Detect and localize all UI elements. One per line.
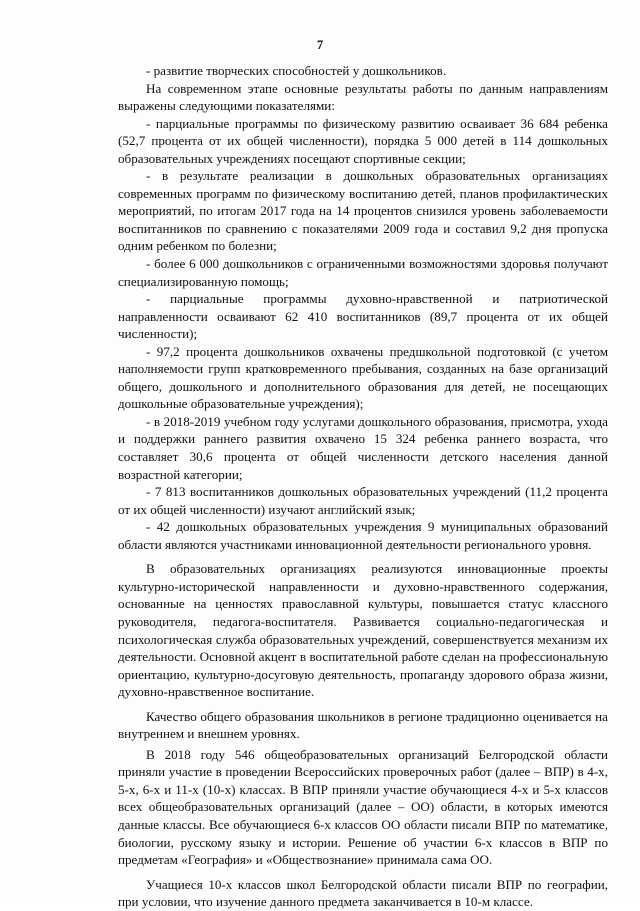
paragraph-vpr-2018: В 2018 году 546 общеобразовательных организаций Белгородской области приняли участие в проведении Всероссийских проверочных работ (далее – ВПР) в 4-х, 5-х, 6-х и 11-х (10-х) классах. В ВПР приняли участие обучающиеся 4-х и 5-х классов всех общеобразовательных организаций (далее – ОО) области, в которых имеются данные классы. Все обучающиеся 6-х классов ОО области писали ВПР по математике, биологии, русскому языку и истории. Решение об участии 6-х классов в ВПР по предметам «География» и «Обществознание» принимала сама ОО.: [118, 746, 608, 868]
paragraph-indicators-intro: На современном этапе основные результаты работы по данным направлениям выражены следующими показателями:: [118, 80, 608, 114]
paragraph-physical-programs: - парциальные программы по физическому развитию осваивает 36 684 ребенка (52,7 процента от их общей численности), порядка 5 000 детей в 114 дошкольных образовательных учреждениях посещают спортивные секции;: [118, 115, 608, 166]
paragraph-preschool-preparation: - 97,2 процента дошкольников охвачены предшкольной подготовкой (с учетом наполняемости групп кратковременного пребывания, созданных на базе организаций общего, дошкольного и дополнительного образования для детей, не посещающих дошкольные образовательные учреждения);: [118, 343, 608, 412]
paragraph-educational-projects: В образовательных организациях реализуются инновационные проекты культурно-исторической направленности и духовно-нравственного содержания, основанные на ценностях православной культуры, повышается статус классного руководителя, педагога-воспитателя. Развивается социально-педагогическая и психологическая служба образовательных учреждений, совершенствуется механизм их деятельности. Основной акцент в воспитательной работе сделан на профессиональную ориентацию, культурно-досуговую деятельность, пропаганду здорового образа жизни, духовно-нравственное воспитание.: [118, 561, 608, 700]
paragraph-english: - 7 813 воспитанников дошкольных образовательных учреждений (11,2 процента от их общей численности) изучают английский язык;: [118, 484, 608, 517]
paragraph-patriotic-programs: - парциальные программы духовно-нравственной и патриотической направленности осваивают 62 410 воспитанников (89,7 процента от их общей численности);: [118, 291, 608, 342]
paragraph-quality-assessment: Качество общего образования школьников в регионе традиционно оценивается на внутреннем и внешнем уровнях.: [118, 708, 608, 742]
paragraph-morbidity: - в результате реализации в дошкольных образовательных организациях современных программ по физическому воспитанию детей, планов профилактических мероприятий, по итогам 2017 года на 14 процентов снизился уровень заболеваемости воспитанников по сравнению с показателями 2009 года и составил 9,2 дня пропуска одним ребенком по болезни;: [118, 168, 608, 254]
paragraph-creative-abilities: - развитие творческих способностей у дошкольников.: [146, 63, 447, 78]
paragraph-innovation: - 42 дошкольных образовательных учреждения 9 муниципальных образований области являются участниками инновационной деятельности регионального уровня.: [118, 519, 608, 552]
paragraph-special-needs: - более 6 000 дошкольников с ограниченными возможностями здоровья получают специализированную помощь;: [118, 256, 608, 289]
paragraph-vpr-grade-10: Учащиеся 10-х классов школ Белгородской области писали ВПР по географии, при условии, что изучение данного предмета заканчивается в 10-м классе.: [118, 876, 608, 910]
page-body: [118, 62, 608, 911]
paragraph-early-development: - в 2018-2019 учебном году услугами дошкольного образования, присмотра, ухода и поддержки раннего развития охвачено 15 324 ребенка раннего возраста, что составляет 30,6 процента от общей численности детского населения данной возрастной категории;: [118, 413, 608, 482]
page-number: 7: [316, 38, 324, 52]
